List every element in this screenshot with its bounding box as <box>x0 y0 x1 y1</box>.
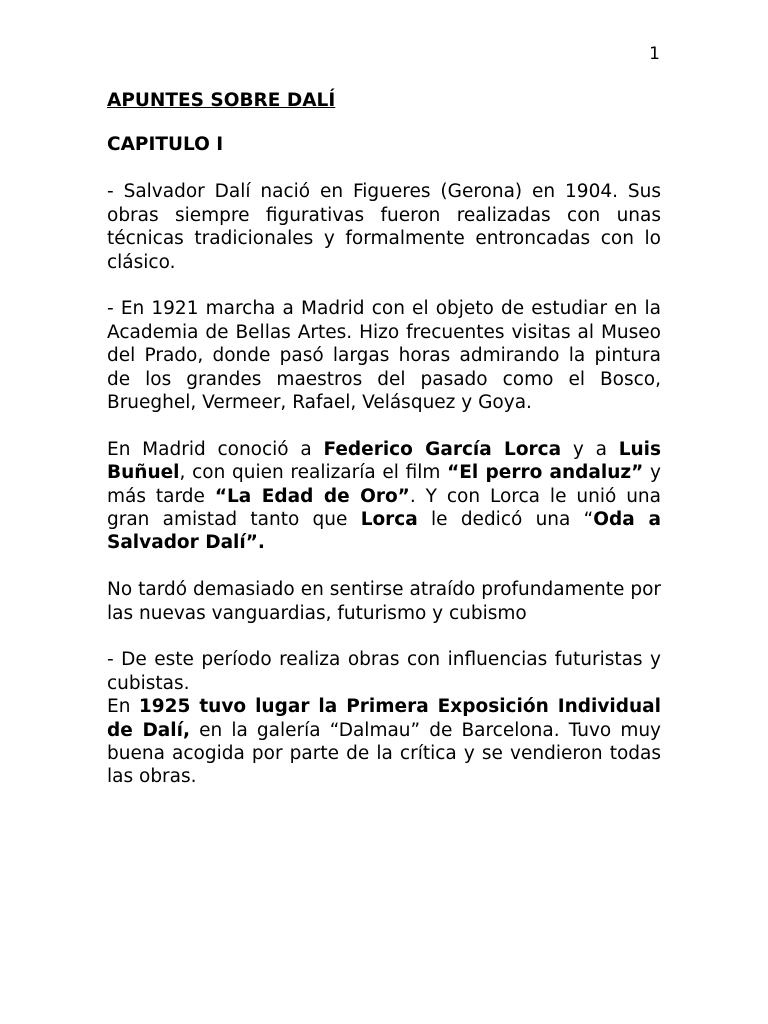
exhibition-highlight: 1925 tuvo lugar la Primera Exposición Individual de Dalí, <box>107 696 661 741</box>
film-perro-andaluz: “El perro andaluz” <box>447 462 644 484</box>
poem-oda-dali: Oda a Salvador Dalí”. <box>107 509 661 554</box>
name-bunuel: Luis Buñuel <box>107 438 661 484</box>
film-edad-de-oro: “La Edad de Oro” <box>214 485 410 507</box>
text-span: en la galería “Dalmau” de Barcelona. Tuvo muy buena acogida por parte de la crítica y se vendieron todas las obras. <box>107 719 662 788</box>
text-span: , con quien realizaría el film <box>179 462 448 484</box>
text-span: le dedicó una “ <box>417 509 594 531</box>
text-span: En Madrid conoció a <box>107 438 324 460</box>
text-span: En <box>107 696 139 718</box>
name-lorca: Federico García Lorca <box>323 438 562 460</box>
paragraph-birth: - Salvador Dalí nació en Figueres (Gerona) en 1904. Sus obras siempre figurativas fueron realizadas con unas técnicas tradicionales y formalmente entroncadas con lo clásico. <box>107 181 661 273</box>
document-body <box>107 89 661 789</box>
chapter-heading: CAPITULO I <box>107 134 224 155</box>
text-span: y a <box>561 438 619 460</box>
page-number: 1 <box>649 44 660 64</box>
name-lorca-short: Lorca <box>360 509 418 531</box>
document-title: APUNTES SOBRE DALÍ <box>107 90 336 111</box>
text-span: y más tarde <box>107 462 661 507</box>
paragraph-madrid-studies: - En 1921 marcha a Madrid con el objeto de estudiar en la Academia de Bellas Artes. Hizo frecuentes visitas al Museo del Prado, donde pasó largas horas admirando la pintura de los grandes maestros del pasado como el Bosco, Brueghel, Vermeer, Rafael, Velásquez y Goya. <box>107 298 661 414</box>
paragraph-influences: - De este período realiza obras con influencias futuristas y cubistas. <box>107 649 661 694</box>
paragraph-exhibition <box>107 695 661 789</box>
text-span: . Y con Lorca le unió una gran amistad tanto que <box>107 485 661 531</box>
paragraph-lorca-bunuel <box>107 438 661 555</box>
paragraph-vanguardias: No tardó demasiado en sentirse atraído profundamente por las nuevas vanguardias, futurismo y cubismo <box>107 579 661 624</box>
